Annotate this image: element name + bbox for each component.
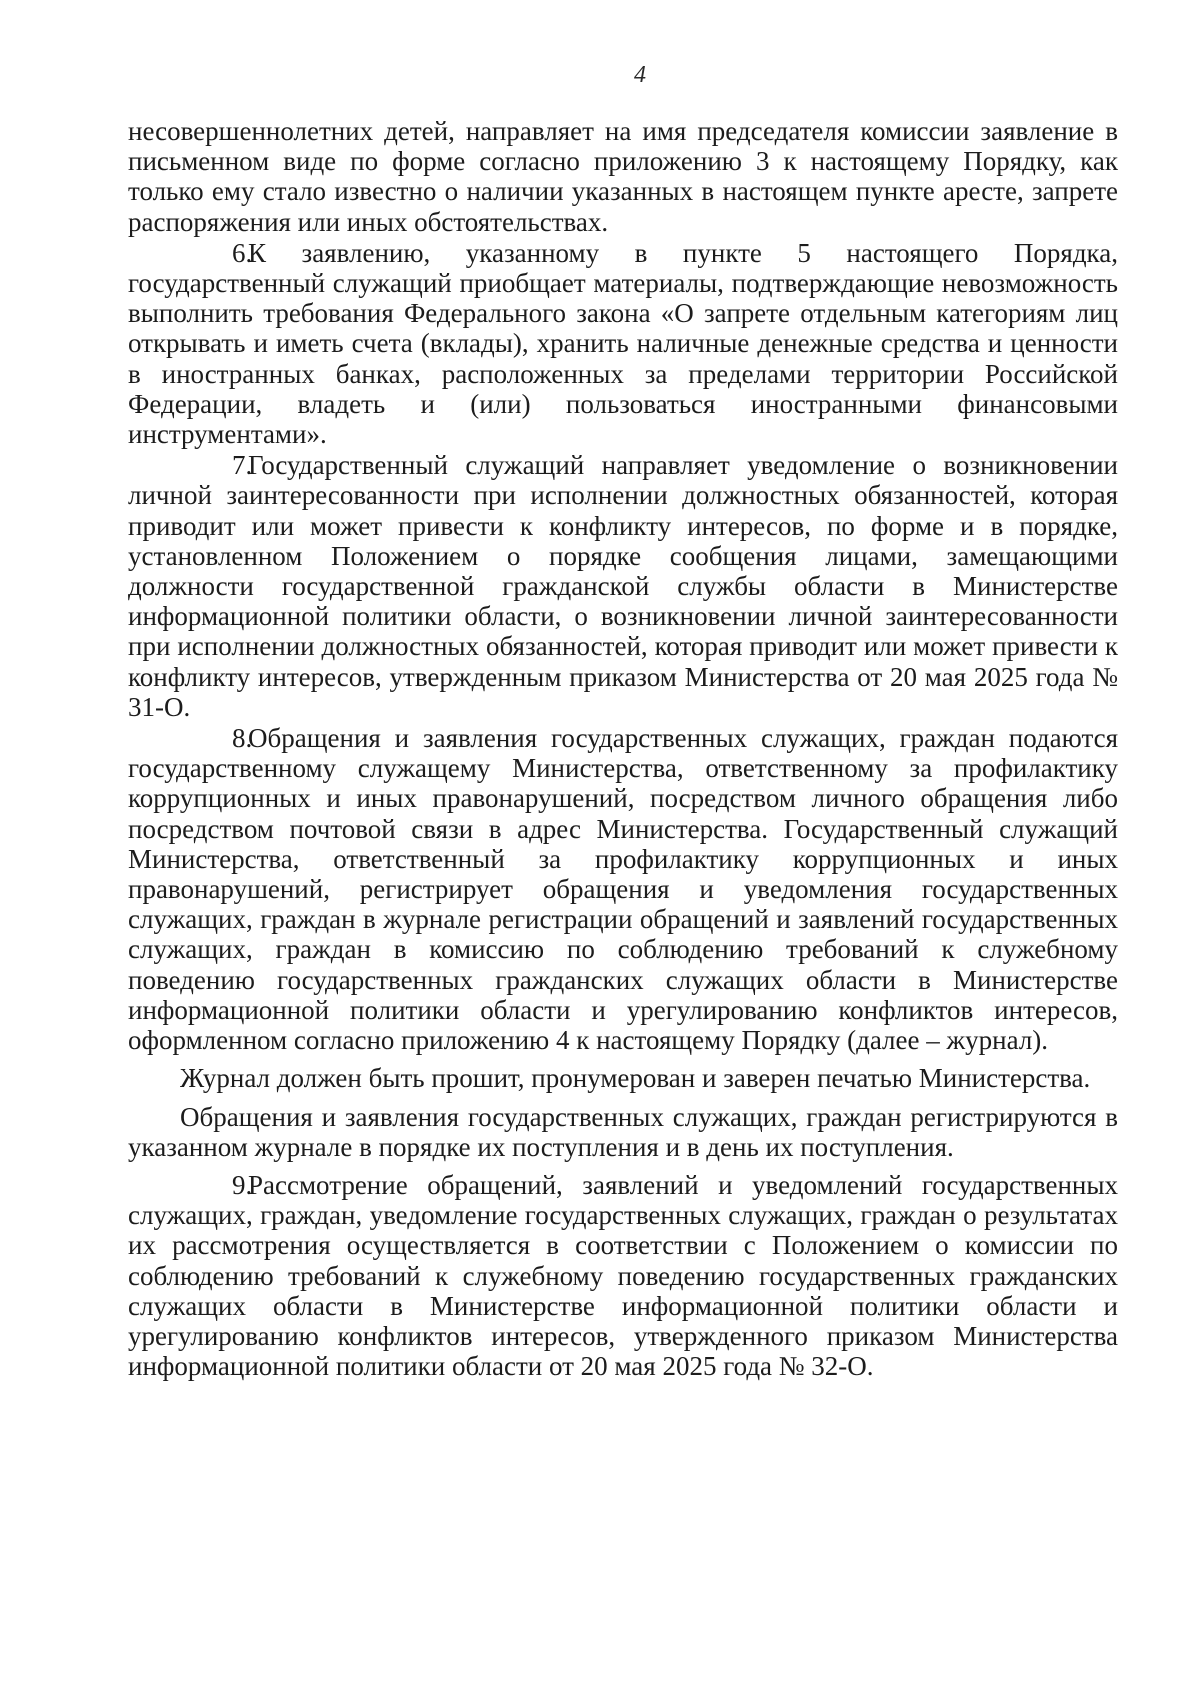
paragraph-7 xyxy=(128,450,1118,722)
paragraph-text: Обращения и заявления государственных служащих, граждан подаются государственному служащему Министерства, ответственному за профилактику коррупционных и иных правонарушений, посредством личного обращения либо посредством почтовой связи в адрес Министерства. Государственный служащий Министерства, ответственный за профилактику коррупционных и иных правонарушений, регистрирует обращения и уведомления государственных служащих, граждан в журнале регистрации обращений и заявлений государственных служащих, граждан в комиссию по соблюдению требований к служебному поведению государственных гражданских служащих области в Министерстве информационной политики области и урегулированию конфликтов интересов, оформленном согласно приложению 4 к настоящему Порядку (далее – журнал). xyxy=(128,723,1118,1056)
paragraph-text: К заявлению, указанному в пункте 5 настоящего Порядка, государственный служащий приобщает материалы, подтверждающие невозможность выполнить требования Федерального закона «О запрете отдельным категориям лиц открывать и иметь счета (вклады), хранить наличные денежные средства и ценности в иностранных банках, расположенных за пределами территории Российской Федерации, владеть и (или) пользоваться иностранными финансовыми инструментами». xyxy=(128,237,1118,450)
registration-paragraph xyxy=(128,1102,1118,1162)
document-body xyxy=(128,116,1118,1381)
paragraph-text: Журнал должен быть прошит, пронумерован и заверен печатью Министерства. xyxy=(180,1063,1091,1094)
paragraph-number: 9. xyxy=(232,1169,253,1200)
page-number: 4 xyxy=(634,62,646,88)
paragraph-text: Обращения и заявления государственных служащих, граждан регистрируются в указанном журнале в порядке их поступления и в день их поступления. xyxy=(128,1101,1118,1162)
paragraph-6 xyxy=(128,238,1118,449)
paragraph-8 xyxy=(128,723,1118,1055)
paragraph-text: Рассмотрение обращений, заявлений и уведомлений государственных служащих, граждан, уведомление государственных служащих, граждан о результатах их рассмотрения осуществляется в соответствии с Положением о комиссии по соблюдению требований к служебному поведению государственных гражданских служащих области в Министерстве информационной политики области и урегулированию конфликтов интересов, утвержденного приказом Министерства информационной политики области от 20 мая 2025 года № 32-О. xyxy=(128,1169,1118,1382)
continuation-paragraph xyxy=(128,116,1118,237)
paragraph-text: Государственный служащий направляет уведомление о возникновении личной заинтересованности при исполнении должностных обязанностей, которая приводит или может привести к конфликту интересов, по форме и в порядке, установленном Положением о порядке сообщения лицами, замещающими должности государственной гражданской службы области в Министерстве информационной политики области, о возникновении личной заинтересованности при исполнении должностных обязанностей, которая приводит или может привести к конфликту интересов, утвержденным приказом Министерства от 20 мая 2025 года № 31-О. xyxy=(128,450,1118,722)
paragraph-number: 7. xyxy=(232,450,253,481)
paragraph-number: 8. xyxy=(232,723,253,754)
paragraph-text: несовершеннолетних детей, направляет на имя председателя комиссии заявление в письменном виде по форме согласно приложению 3 к настоящему Порядку, как только ему стало известно о наличии указанных в настоящем пункте аресте, запрете распоряжения или иных обстоятельствах. xyxy=(128,116,1118,237)
paragraph-9 xyxy=(128,1170,1118,1381)
journal-paragraph xyxy=(128,1063,1118,1093)
paragraph-number: 6. xyxy=(232,237,253,268)
